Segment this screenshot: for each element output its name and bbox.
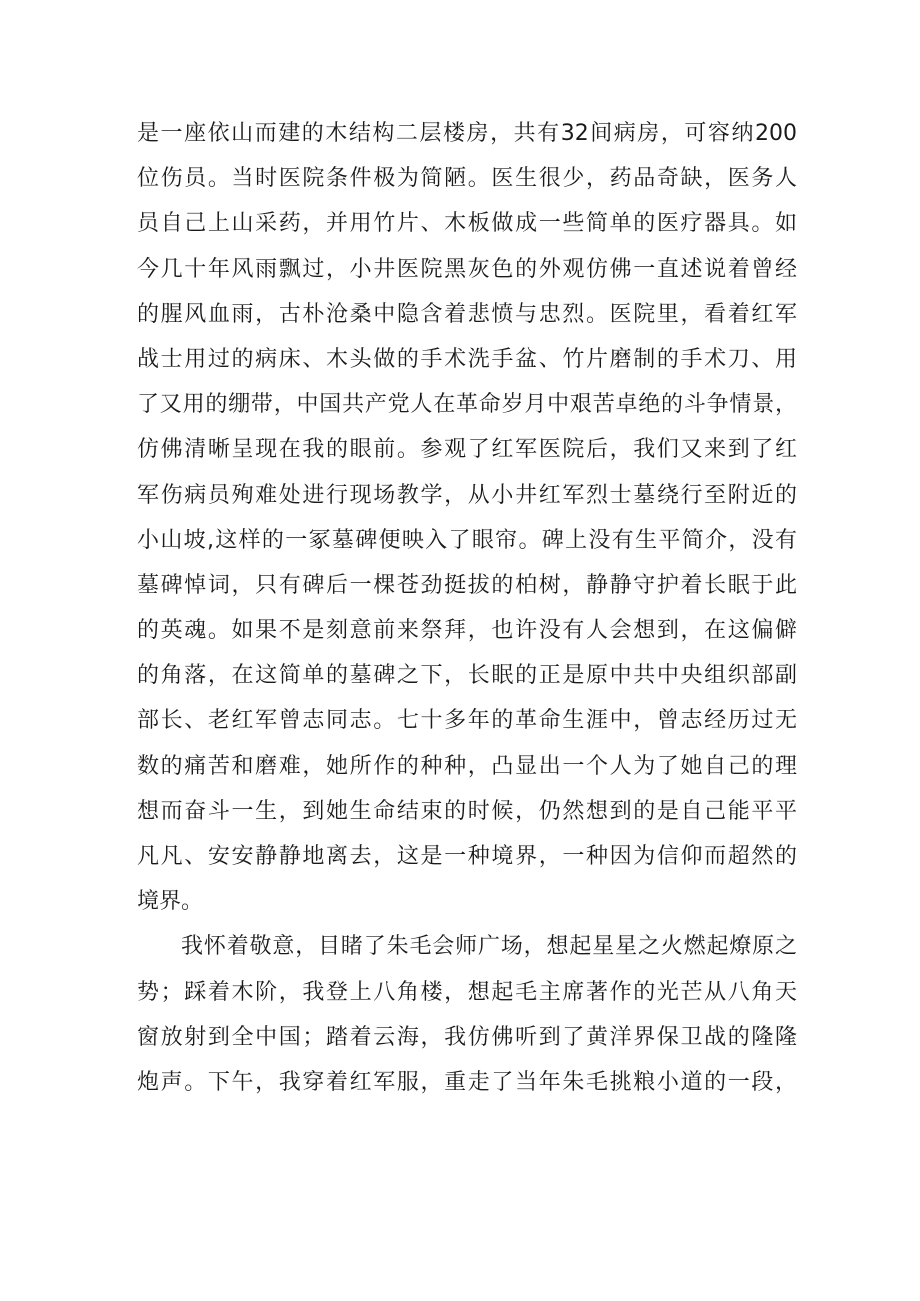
paragraph-1 — [137, 111, 797, 924]
text-line: 数的痛苦和磨难，她所作的种种，凸显出一个人为了她自己的理 — [137, 753, 797, 779]
text-line: 窗放射到全中国；踏着云海，我仿佛听到了黄洋界保卫战的隆隆 — [137, 1024, 797, 1050]
text-line: 境界。 — [137, 889, 204, 915]
text-line: 墓碑悼词，只有碑后一棵苍劲挺拔的柏树，静静守护着长眠于此 — [137, 572, 797, 598]
text-line: 凡凡、安安静静地离去，这是一种境界，一种因为信仰而超然的 — [137, 844, 797, 869]
text-line: 位伤员。当时医院条件极为简陋。医生很少，药品奇缺，医务人 — [137, 166, 797, 192]
text-line: 想而奋斗一生，到她生命结束的时候，仍然想到的是自己能平平 — [137, 798, 797, 824]
text-line: 的腥风血雨，古朴沧桑中隐含着悲愤与忠烈。医院里，看着红军 — [137, 301, 797, 327]
text-line: 战士用过的病床、木头做的手术洗手盆、竹片磨制的手术刀、用 — [137, 346, 797, 372]
text-line: 的角落，在这简单的墓碑之下，长眠的正是原中共中央组织部副 — [137, 663, 797, 689]
text-line: 是一座依山而建的木结构二层楼房，共有32间病房，可容纳200 — [137, 121, 797, 146]
text-line: 我怀着敬意，目睹了朱毛会师广场，想起星星之火燃起燎原之 — [181, 934, 797, 960]
text-line: 军伤病员殉难处进行现场教学，从小井红军烈士墓绕行至附近的 — [137, 482, 797, 508]
text-line: 的英魂。如果不是刻意前来祭拜，也许没有人会想到，在这偏僻 — [137, 618, 797, 644]
text-line: 小山坡,这样的一冢墓碑便映入了眼帘。碑上没有生平简介，没有 — [137, 527, 797, 553]
text-line: 炮声。下午，我穿着红军服，重走了当年朱毛挑粮小道的一段， — [137, 1069, 797, 1095]
text-line: 势；踩着木阶，我登上八角楼，想起毛主席著作的光芒从八角天 — [137, 979, 797, 1005]
text-line: 仿佛清晰呈现在我的眼前。参观了红军医院后，我们又来到了红 — [137, 437, 797, 463]
text-line: 员自己上山采药，并用竹片、木板做成一些简单的医疗器具。如 — [137, 211, 797, 237]
text-line: 了又用的绷带，中国共产党人在革命岁月中艰苦卓绝的斗争情景， — [137, 392, 797, 418]
text-line: 今几十年风雨飘过，小井医院黑灰色的外观仿佛一直述说着曾经 — [137, 256, 797, 282]
paragraph-2 — [137, 924, 797, 1105]
text-line: 部长、老红军曾志同志。七十多年的革命生涯中，曾志经历过无 — [137, 708, 797, 734]
document-body — [137, 111, 797, 1105]
